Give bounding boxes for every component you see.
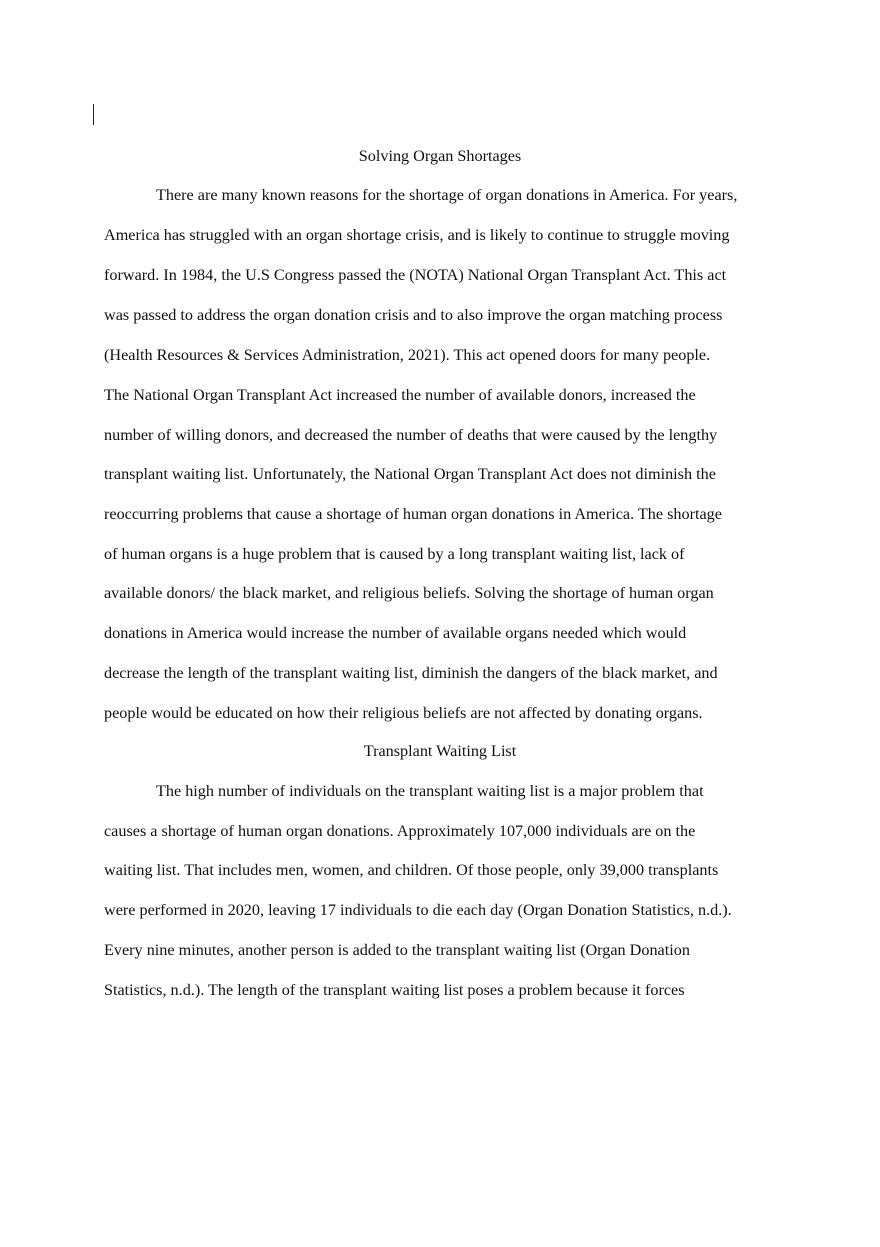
section-line: The high number of individuals on the transplant waiting list is a major problem that <box>156 782 704 800</box>
intro-line: The National Organ Transplant Act increased the number of available donors, increased the <box>104 386 696 404</box>
section-line: Statistics, n.d.). The length of the transplant waiting list poses a problem because it forces <box>104 981 685 999</box>
intro-line: America has struggled with an organ shortage crisis, and is likely to continue to struggle moving <box>104 226 730 244</box>
section-line: were performed in 2020, leaving 17 individuals to die each day (Organ Donation Statistics, n.d.). <box>104 901 732 919</box>
section-heading: Transplant Waiting List <box>363 742 517 760</box>
intro-line: number of willing donors, and decreased the number of deaths that were caused by the lengthy <box>104 426 718 444</box>
intro-line: was passed to address the organ donation crisis and to also improve the organ matching process <box>104 306 723 324</box>
section-line: Every nine minutes, another person is added to the transplant waiting list (Organ Donation <box>104 941 690 959</box>
intro-line: forward. In 1984, the U.S Congress passed the (NOTA) National Organ Transplant Act. This act <box>104 266 727 284</box>
intro-line: available donors/ the black market, and religious beliefs. Solving the shortage of human organ <box>104 584 714 602</box>
intro-line: of human organs is a huge problem that is caused by a long transplant waiting list, lack of <box>104 545 685 563</box>
section-line: causes a shortage of human organ donations. Approximately 107,000 individuals are on the <box>104 822 696 840</box>
document-title: Solving Organ Shortages <box>358 147 522 165</box>
intro-line: decrease the length of the transplant waiting list, diminish the dangers of the black market, and <box>104 664 718 682</box>
section-line: waiting list. That includes men, women, and children. Of those people, only 39,000 transplants <box>104 861 719 879</box>
intro-line: people would be educated on how their religious beliefs are not affected by donating organs. <box>104 704 703 722</box>
text-cursor <box>93 104 94 125</box>
intro-line: transplant waiting list. Unfortunately, the National Organ Transplant Act does not diminish the <box>104 465 716 483</box>
intro-line: (Health Resources & Services Administration, 2021). This act opened doors for many people. <box>104 346 711 364</box>
intro-line: reoccurring problems that cause a shortage of human organ donations in America. The shortage <box>104 505 722 523</box>
intro-line: There are many known reasons for the shortage of organ donations in America. For years, <box>156 186 738 204</box>
intro-line: donations in America would increase the number of available organs needed which would <box>104 624 687 642</box>
